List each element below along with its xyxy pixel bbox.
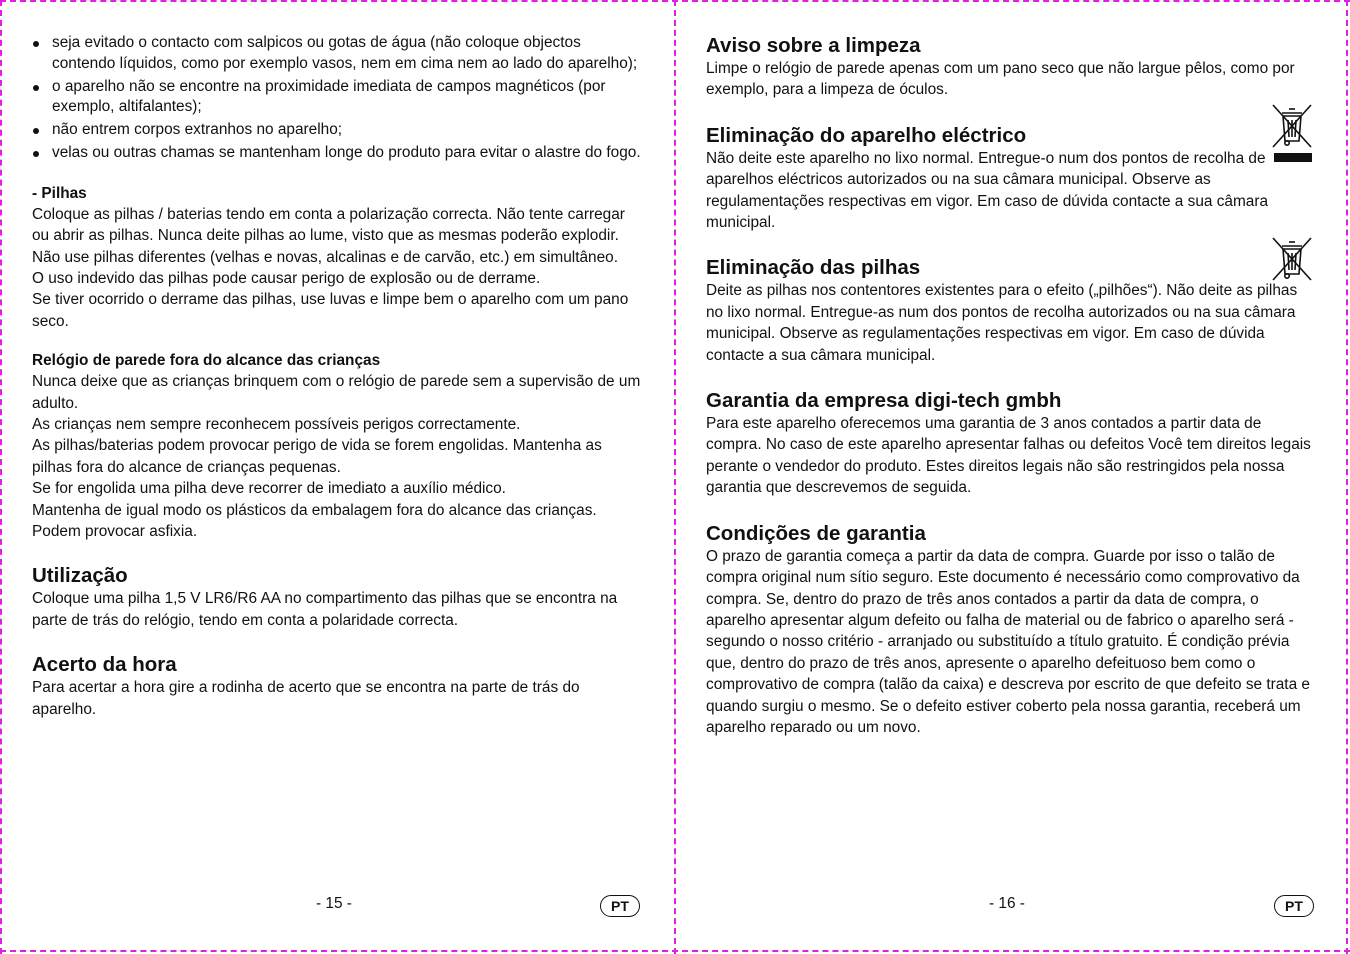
criancas-paragraph: As crianças nem sempre reconhecem possíveis perigos correctamente. (32, 416, 521, 434)
criancas-paragraph: As pilhas/baterias podem provocar perigo de vida se forem engolidas. Mantenha as pilhas fora do alcance de crianças pequenas. (32, 437, 602, 476)
page-number: - 16 - (989, 895, 1025, 912)
utilizacao-title: Utilização (32, 564, 128, 588)
utilizacao-text: Coloque uma pilha 1,5 V LR6/R6 AA no compartimento das pilhas que se encontra na parte de trás do relógio, tendo em conta a polaridade correcta. (32, 590, 618, 629)
page-15 (2, 0, 674, 954)
criancas-paragraph: Nunca deixe que as crianças brinquem com o relógio de parede sem a supervisão de um adulto. (32, 373, 641, 412)
acerto-title: Acerto da hora (32, 653, 177, 677)
condicoes-text: O prazo de garantia começa a partir da data de compra. Guarde por isso o talão de compra original num sítio seguro. Este documento é necessário como comprovativo da compra. Se, dentro do prazo de três anos contados a partir da data de compra, o aparelho apresentar algum defeito ou falha de material ou de fabrico o aparelho será - segundo o nosso critério - arranjado ou substituído a título gratuito. É condição prévia que, dentro do prazo de três anos, apresente o aparelho defeituoso bem como o comprovativo de compra (talão da caixa) e descreva por escrito de que defeito se trata e quando surgiu o mesmo. Se o defeito estiver coberto pela nossa garantia, receberá um aparelho reparado ou um novo. (706, 547, 1310, 736)
crossed-out-wheelie-bin-icon (1270, 236, 1314, 282)
eliminacao-aparelho-text: Não deite este aparelho no lixo normal. Entregue-o num dos pontos de recolha de aparelhos eléctricos autorizados ou na sua câmara municipal. Observe as regulamentações respectivas em vigor. Em caso de dúvida contacte a sua câmara municipal. (706, 149, 1269, 232)
criancas-heading: Relógio de parede fora do alcance das crianças (32, 352, 381, 370)
safety-bullet-list (32, 33, 644, 164)
bullet-item: seja evitado o contacto com salpicos ou gotas de água (não coloque objectos contendo líquidos, como por exemplo vasos, nem em cima nem ao lado do aparelho); (32, 33, 644, 75)
pilhas-paragraph: O uso indevido das pilhas pode causar perigo de explosão ou de derrame. (32, 270, 541, 287)
bullet-item: o aparelho não se encontre na proximidade imediata de campos magnéticos (por exemplo, altifalantes); (32, 77, 644, 119)
eliminacao-aparelho-title: Eliminação do aparelho eléctrico (706, 123, 1027, 147)
language-badge: PT (600, 895, 640, 917)
criancas-paragraph: Se for engolida uma pilha deve recorrer de imediato a auxílio médico. (32, 480, 506, 498)
page-16 (676, 0, 1346, 954)
acerto-text: Para acertar a hora gire a rodinha de acerto que se encontra na parte de trás do aparelho. (32, 679, 580, 718)
eliminacao-pilhas-text: Deite as pilhas nos contentores existentes para o efeito („pilhões“). Não deite as pilhas no lixo normal. Entregue-as num dos pontos de recolha autorizados ou na sua câmara municipal. Observe as regulamentações respectivas em vigor. Em caso de dúvida contacte a sua câmara municipal. (706, 282, 1298, 364)
pilhas-paragraph: Coloque as pilhas / baterias tendo em conta a polarização correcta. Não tente carregar ou abrir as pilhas. Nunca deite pilhas ao lume, visto que as mesmas poderão explodir. Não use pilhas diferentes (velhas e novas, alcalinas e de carvão, etc.) em simultâneo. (32, 205, 625, 266)
pilhas-heading: - Pilhas (32, 184, 87, 202)
eliminacao-pilhas-title: Eliminação das pilhas (706, 256, 921, 280)
crop-border-right (1346, 0, 1348, 954)
garantia-text: Para este aparelho oferecemos uma garantia de 3 anos contados a partir data de compra. No caso de este aparelho apresentar falhas ou defeitos Você tem direitos legais perante o vendedor do produto. Estes direitos legais não são restringidos pela nossa garantia que descrevemos de seguida. (706, 415, 1311, 497)
pilhas-paragraph: Se tiver ocorrido o derrame das pilhas, use luvas e limpe bem o aparelho com um pano seco. (32, 291, 629, 330)
limpeza-text: Limpe o relógio de parede apenas com um pano seco que não largue pêlos, como por exemplo, para a limpeza de óculos. (706, 60, 1295, 99)
criancas-paragraph: Mantenha de igual modo os plásticos da embalagem fora do alcance das crianças. Podem provocar asfixia. (32, 501, 597, 541)
limpeza-title: Aviso sobre a limpeza (706, 34, 921, 57)
bullet-item: velas ou outras chamas se mantenham longe do produto para evitar o alastre do fogo. (32, 143, 644, 164)
bullet-item: não entrem corpos extranhos no aparelho; (32, 120, 644, 141)
crossed-out-wheelie-bin-with-bar-icon (1270, 103, 1314, 165)
page-number: - 15 - (316, 895, 352, 912)
condicoes-title: Condições de garantia (706, 521, 926, 545)
language-badge: PT (1274, 895, 1314, 917)
garantia-title: Garantia da empresa digi-tech gmbh (706, 389, 1062, 413)
